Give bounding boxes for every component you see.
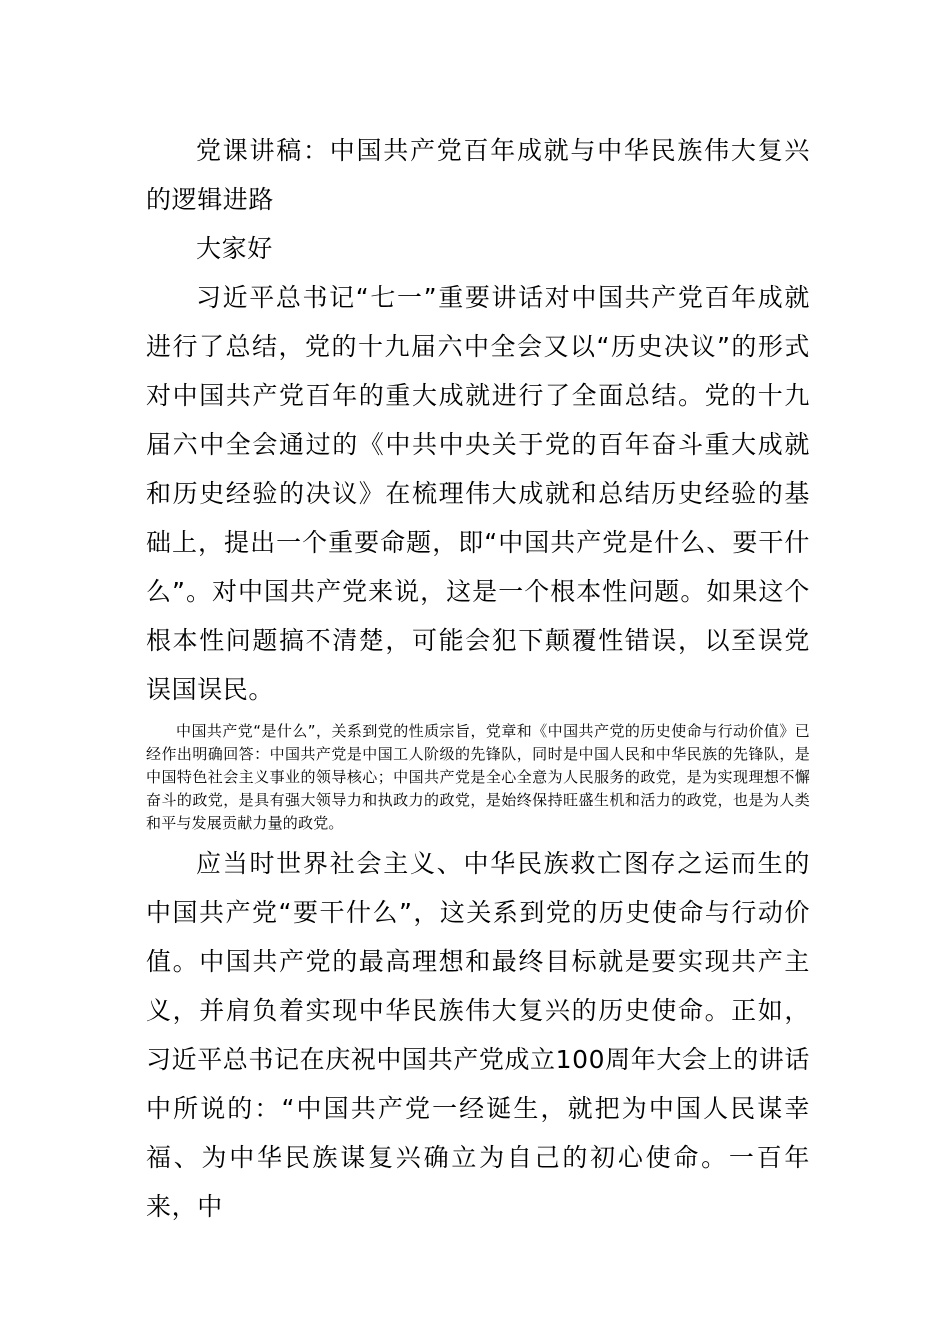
paragraph-2-small: 中国共产党“是什么”，关系到党的性质宗旨，党章和《中国共产党的历史使命与行动价值》已经作出明确回答：中国共产党是中国工人阶级的先锋队，同时是中国人民和中华民族的先锋队，是中国特色社会主义事业的领导核心；中国共产党是全心全意为人民服务的政党，是为实现理想不懈奋斗的政党，是具有强大领导力和执政力的政党，是始终保持旺盛生机和活力的政党，也是为人类和平与发展贡献力量的政党。 [146, 722, 810, 832]
document-title: 党课讲稿：中国共产党百年成就与中华民族伟大复兴的逻辑进路 [146, 136, 810, 214]
greeting: 大家好 [196, 234, 273, 263]
document-body [146, 126, 810, 1231]
paragraph-3: 应当时世界社会主义、中华民族救亡图存之运而生的中国共产党“要干什么”，这关系到党的历史使命与行动价值。中国共产党的最高理想和最终目标就是要实现共产主义，并肩负着实现中华民族伟大复兴的历史使命。正如，习近平总书记在庆祝中国共产党成立100周年大会上的讲话中所说的：“中国共产党一经诞生，就把为中国人民谋幸福、为中华民族谋复兴确立为自己的初心使命。一百年来，中 [146, 849, 810, 1221]
paragraph-1: 习近平总书记“七一”重要讲话对中国共产党百年成就进行了总结，党的十九届六中全会又以“历史决议”的形式对中国共产党百年的重大成就进行了全面总结。党的十九届六中全会通过的《中共中央关于党的百年奋斗重大成就和历史经验的决议》在梳理伟大成就和总结历史经验的基础上，提出一个重要命题，即“中国共产党是什么、要干什么”。对中国共产党来说，这是一个根本性问题。如果这个根本性问题搞不清楚，可能会犯下颠覆性错误，以至误党误国误民。 [146, 283, 810, 704]
